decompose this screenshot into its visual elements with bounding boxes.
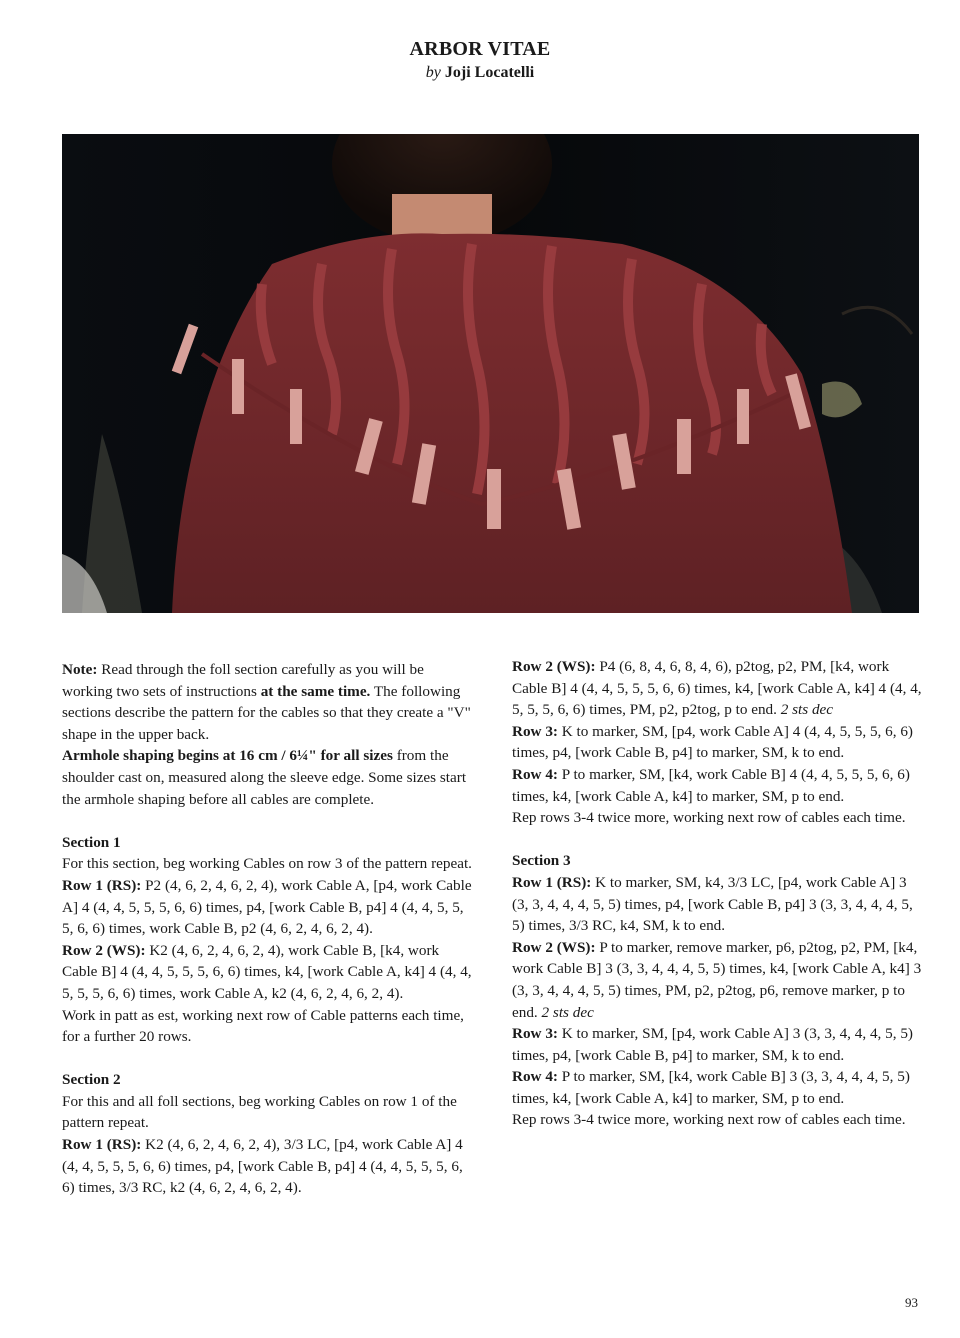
section-3-outro: Rep rows 3-4 twice more, working next row of cables each time. <box>512 1111 906 1129</box>
photo-illustration <box>62 134 919 613</box>
row-text: P4 (6, 8, 4, 6, 8, 4, 6), p2tog, p2, PM, [k4, work Cable B] 4 (4, 4, 5, 5, 5, 6, 6) times, k4, [work Cable A, k4] 4 (4, 4, 5, 5, 5, 6, 6) times, PM, p2, p2tog, p to end. <box>512 658 922 719</box>
row-text: K to marker, SM, [p4, work Cable A] 3 (3, 3, 4, 4, 4, 5, 5) times, p4, [work Cable B, p4] to marker, SM, k to end. <box>512 1025 913 1064</box>
armhole-bold: Armhole shaping begins at 16 cm / 6¼" for all sizes <box>62 747 393 765</box>
row-text: K2 (4, 6, 2, 4, 6, 2, 4), work Cable B, [k4, work Cable B] 4 (4, 4, 5, 5, 5, 6, 6) times, k4, [work Cable A, k4] 4 (4, 4, 5, 5, 5, 6, 6) times, work Cable A, k2 (4, 6, 2, 4, 6, 2, 4). <box>62 941 472 1002</box>
note-text-2: The following sections describe the pattern for the cables so that they create a "V" shape in the upper back. <box>62 682 471 743</box>
row-label: Row 2 (WS): <box>512 938 596 956</box>
section-2-row-1 <box>62 1134 474 1199</box>
section-1-row-2 <box>62 940 474 1005</box>
dec-note: 2 sts dec <box>780 701 834 719</box>
note-bold: at the same time. <box>260 682 371 700</box>
byline-by: by <box>425 64 441 81</box>
row-label: Row 1 (RS): <box>62 876 142 894</box>
pattern-title: ARBOR VITAE <box>409 38 551 60</box>
section-2-row-4 <box>512 764 922 807</box>
section-3-row-4 <box>512 1066 922 1109</box>
section-2-outro: Rep rows 3-4 twice more, working next row of cables each time. <box>512 809 906 827</box>
page-number: 93 <box>905 1295 918 1310</box>
section-2-row-2 <box>512 656 922 721</box>
note-label: Note: <box>62 661 98 678</box>
armhole-text: from the shoulder cast on, measured along the sleeve edge. Some sizes start the armhole shaping before all cables are complete. <box>62 747 467 808</box>
section-1-intro: For this section, beg working Cables on row 3 of the pattern repeat. <box>62 855 472 873</box>
row-text: K to marker, SM, [p4, work Cable A] 4 (4, 4, 5, 5, 5, 6, 6) times, p4, [work Cable B, p4] to marker, SM, k to end. <box>512 722 913 762</box>
section-2-row-3 <box>512 721 922 764</box>
sweater-back-photo <box>62 134 919 613</box>
right-column <box>512 656 922 1131</box>
section-2-title: Section 2 <box>62 1071 121 1089</box>
row-label: Row 3: <box>512 1025 558 1043</box>
armhole-paragraph <box>62 745 474 810</box>
section-3-row-2 <box>512 937 922 1023</box>
row-text: P to marker, SM, [k4, work Cable B] 3 (3, 3, 4, 4, 4, 5, 5) times, k4, [work Cable A, k4] to marker, SM, p to end. <box>512 1068 910 1107</box>
section-1-row-1 <box>62 875 474 940</box>
note-paragraph <box>62 659 474 745</box>
row-label: Row 1 (RS): <box>62 1136 142 1154</box>
row-text: K to marker, SM, k4, 3/3 LC, [p4, work Cable A] 3 (3, 3, 4, 4, 4, 5, 5) times, p4, [work Cable B, p4] 3 (3, 3, 4, 4, 4, 5, 5) times, 3/3 RC, k4, SM, k to end. <box>512 873 913 935</box>
section-1-outro: Work in patt as est, working next row of Cable patterns each time, for a further 20 rows. <box>62 1006 464 1046</box>
byline <box>0 62 960 84</box>
row-label: Row 2 (WS): <box>512 658 596 675</box>
section-1-title: Section 1 <box>62 833 121 851</box>
note-text-1: Read through the foll section carefully as you will be working two sets of instructions <box>62 661 424 700</box>
row-label: Row 1 (RS): <box>512 873 592 891</box>
author-name: Joji Locatelli <box>444 64 535 81</box>
row-label: Row 4: <box>512 1068 558 1086</box>
left-column <box>62 659 474 1199</box>
page-header <box>0 36 960 84</box>
row-text: P to marker, remove marker, p6, p2tog, p2, PM, [k4, work Cable B] 3 (3, 3, 4, 4, 4, 5, 5) times, k4, [work Cable A, k4] 3 (3, 3, 4, 4, 4, 5, 5) times, PM, p2, p2tog, p6, remove marker, p to end. <box>512 938 922 1021</box>
section-3-row-1 <box>512 872 922 937</box>
row-label: Row 3: <box>512 722 558 740</box>
section-3-title: Section 3 <box>512 852 571 870</box>
row-text: P2 (4, 6, 2, 4, 6, 2, 4), work Cable A, [p4, work Cable A] 4 (4, 4, 5, 5, 5, 6, 6) times, p4, [work Cable B, p4] 4 (4, 4, 5, 5, 5, 6, 6) times, work Cable B, p2 (4, 6, 2, 4, 6, 2, 4). <box>62 876 472 938</box>
section-2-intro: For this and all foll sections, beg working Cables on row 1 of the pattern repeat. <box>62 1092 457 1132</box>
row-label: Row 2 (WS): <box>62 941 146 959</box>
row-label: Row 4: <box>512 765 558 783</box>
dec-note: 2 sts dec <box>541 1003 594 1021</box>
section-3-row-3 <box>512 1023 922 1066</box>
row-text: P to marker, SM, [k4, work Cable B] 4 (4, 4, 5, 5, 5, 6, 6) times, k4, [work Cable A, k4] to marker, SM, p to end. <box>512 765 910 805</box>
row-text: K2 (4, 6, 2, 4, 6, 2, 4), 3/3 LC, [p4, work Cable A] 4 (4, 4, 5, 5, 5, 6, 6) times, p4, [work Cable B, p4] 4 (4, 4, 5, 5, 5, 6, 6) times, 3/3 RC, k2 (4, 6, 2, 4, 6, 2, 4). <box>62 1136 463 1197</box>
